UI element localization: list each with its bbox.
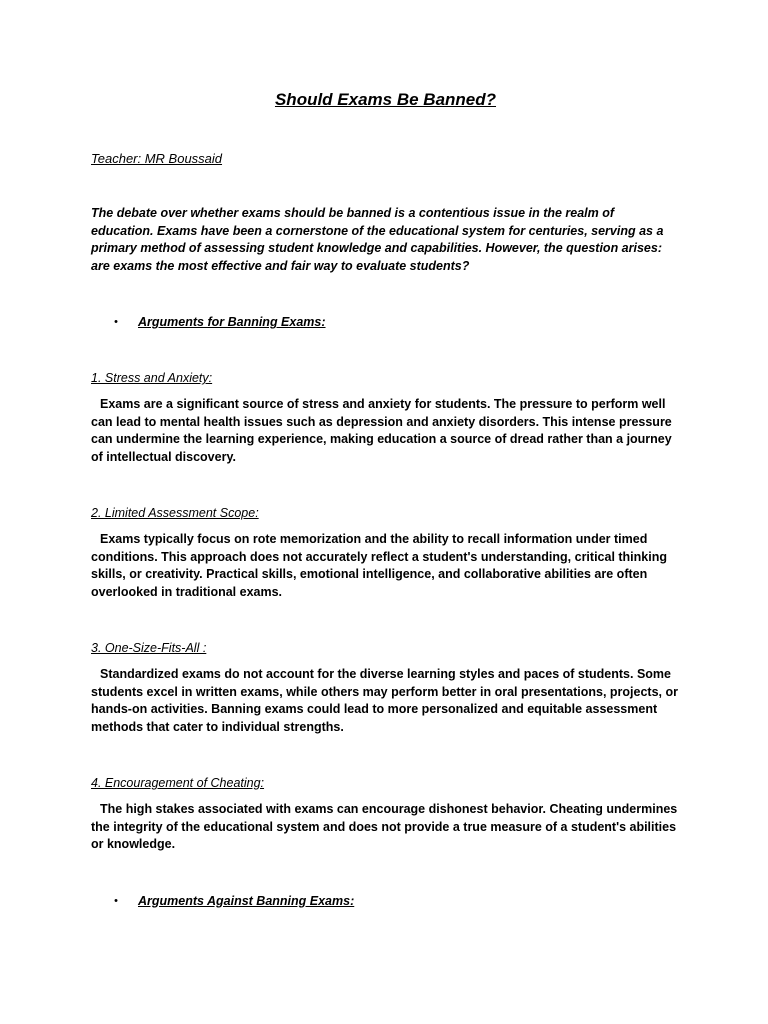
teacher-line: Teacher: MR Boussaid [91,151,223,166]
section-heading: 2. Limited Assessment Scope: [91,506,259,520]
bullet-icon: • [114,316,118,328]
section-cheating [91,774,680,854]
section-heading: 4. Encouragement of Cheating: [91,776,265,790]
section-body: Standardized exams do not account for the diverse learning styles and paces of students. Some students excel in written exams, while others may perform better in oral presentations, projects, or hands-on activities. Banning exams could lead to more personalized and equitable assessment methods that cater to individual strengths. [91,667,678,734]
section-body: Exams are a significant source of stress and anxiety for students. The pressure to perform well can lead to mental health issues such as depression and anxiety disorders. This intense pressure can undermine the learning experience, making education a source of dread rather than a journey of intellectual discovery. [91,397,672,464]
bullet-label: Arguments Against Banning Exams: [138,893,355,908]
section-body: The high stakes associated with exams can encourage dishonest behavior. Cheating undermines the integrity of the educational system and does not provide a true measure of a student's abilities or knowledge. [91,802,678,851]
bullet-icon: • [114,894,118,907]
section-body: Exams typically focus on rote memorization and the ability to recall information under timed conditions. This approach does not accurately reflect a student's understanding, critical thinking skills, or creativity. Practical skills, emotional intelligence, and collaborative abilities are often overlooked in traditional exams. [91,532,667,599]
bullet-label: Arguments for Banning Exams: [138,315,326,329]
section-one-size-fits-all [91,639,680,736]
intro-paragraph: The debate over whether exams should be banned is a contentious issue in the realm of education. Exams have been a cornerstone of the educational system for centuries, serving as a primary method of assessing student knowledge and capabilities. However, the question arises: are exams the most effective and fair way to evaluate students? [91,206,664,273]
section-limited-assessment [91,504,680,601]
bullet-arguments-against [114,892,680,910]
section-heading: 3. One-Size-Fits-All : [91,641,207,655]
section-stress-anxiety [91,369,680,466]
document-title: Should Exams Be Banned? [274,90,497,109]
section-heading: 1. Stress and Anxiety: [91,371,213,385]
bullet-arguments-for [114,313,680,331]
